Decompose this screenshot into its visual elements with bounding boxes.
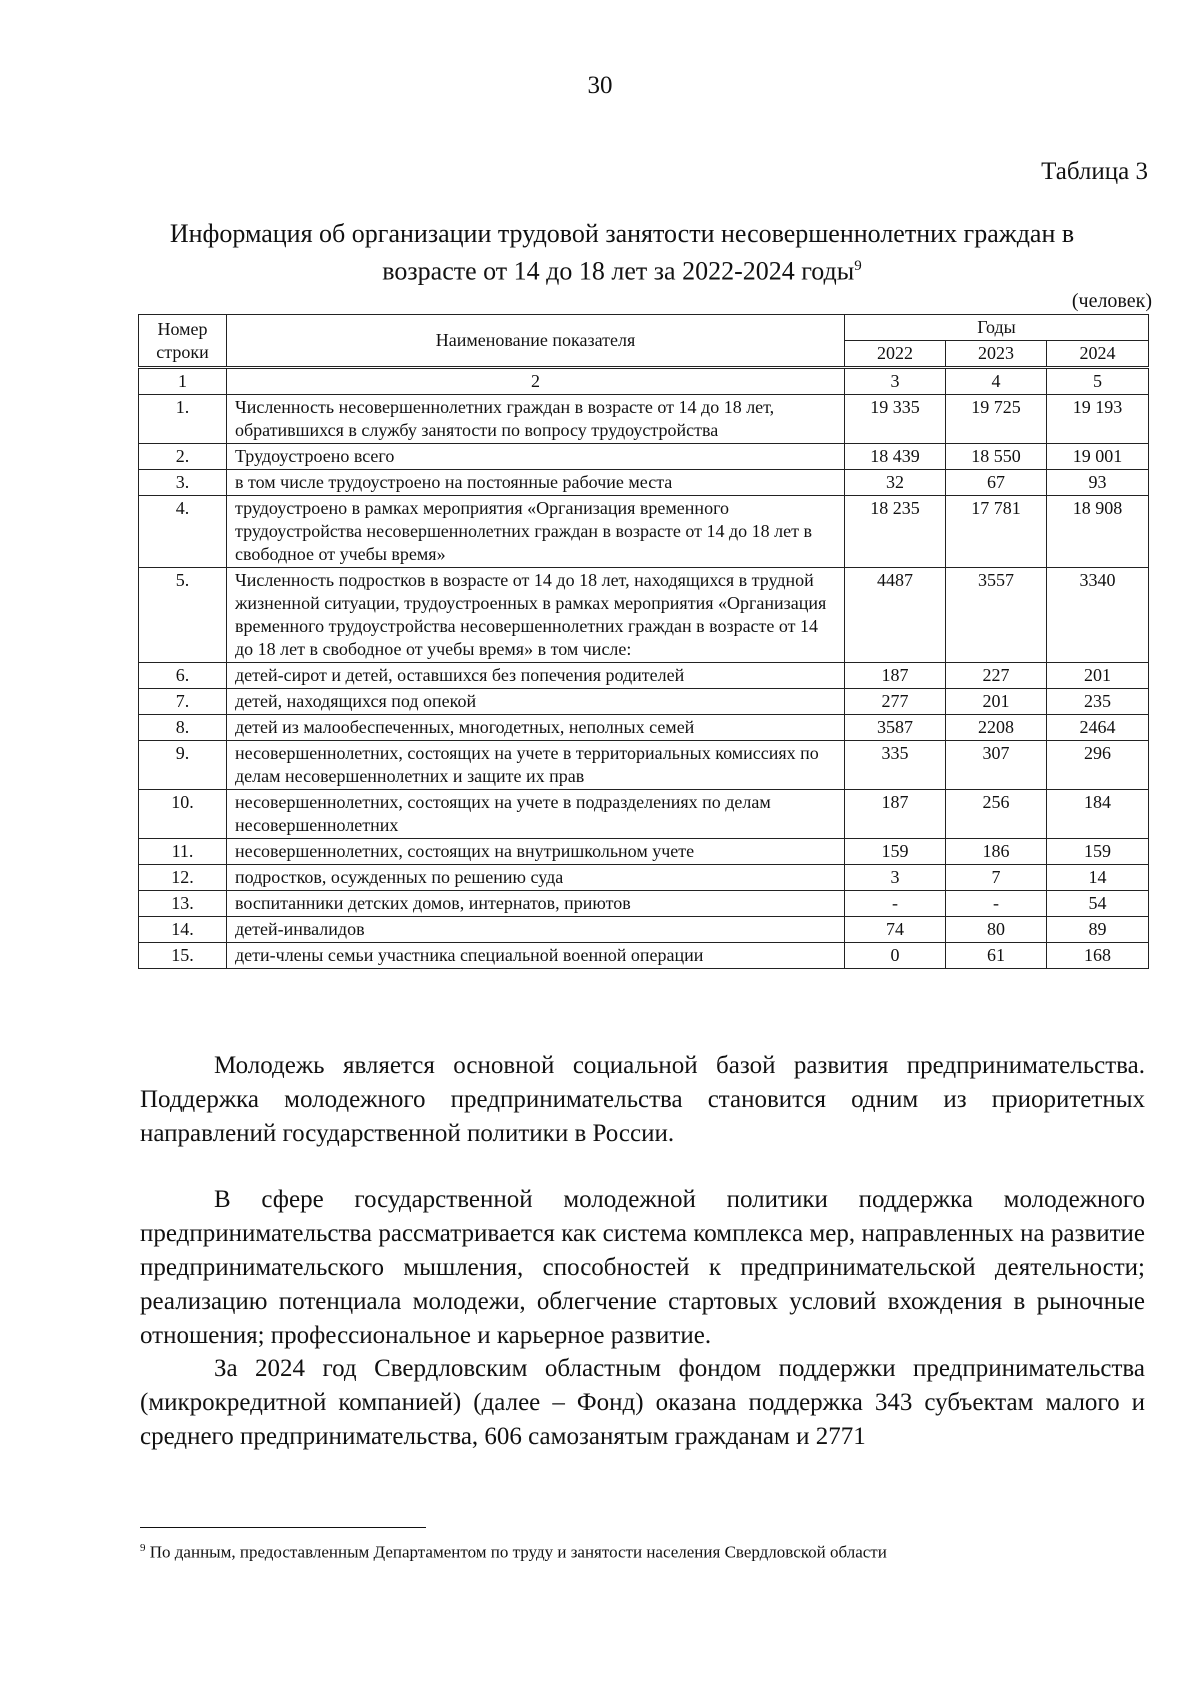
value-2022-cell: 4487 (845, 568, 946, 663)
value-2022-cell: 18 235 (845, 496, 946, 568)
row-number-cell: 3. (139, 470, 227, 496)
table-row (139, 839, 1149, 865)
value-2024-cell: 296 (1047, 741, 1149, 790)
footnote (140, 1542, 887, 1563)
header-row-number: Номер строки (139, 315, 227, 368)
paragraph-text: В сфере государственной молодежной политики поддержка молодежного предпринимательства рассматривается как система комплекса мер, направленных на развитие предпринимательского мышления, способностей к предпринимательской деятельности; реализацию потенциала молодежи, облегчение стартовых условий вхождения в рыночные отношения; профессиональное и карьерное развитие. (140, 1186, 1145, 1349)
body-paragraph-2 (140, 1183, 1145, 1353)
row-number-cell: 14. (139, 917, 227, 943)
footnote-divider (140, 1527, 426, 1528)
value-2023-cell: 80 (946, 917, 1047, 943)
column-number: 1 (139, 368, 227, 395)
indicator-cell: несовершеннолетних, состоящих на внутришкольном учете (227, 839, 845, 865)
table-row (139, 891, 1149, 917)
body-paragraph-3 (140, 1352, 1145, 1454)
table-row (139, 741, 1149, 790)
table-row (139, 865, 1149, 891)
header-indicator: Наименование показателя (227, 315, 845, 368)
value-2023-cell: 19 725 (946, 395, 1047, 444)
row-number-cell: 5. (139, 568, 227, 663)
value-2024-cell: 14 (1047, 865, 1149, 891)
value-2024-cell: 3340 (1047, 568, 1149, 663)
row-number-cell: 8. (139, 715, 227, 741)
indicator-cell: воспитанники детских домов, интернатов, приютов (227, 891, 845, 917)
value-2024-cell: 54 (1047, 891, 1149, 917)
indicator-cell: несовершеннолетних, состоящих на учете в территориальных комиссиях по делам несовершеннолетних и защите их прав (227, 741, 845, 790)
column-number-row (139, 368, 1149, 395)
table-row (139, 790, 1149, 839)
page-number: 30 (587, 72, 613, 99)
value-2024-cell: 184 (1047, 790, 1149, 839)
row-number-cell: 11. (139, 839, 227, 865)
value-2023-cell: 186 (946, 839, 1047, 865)
unit-label: (человек) (1071, 290, 1152, 312)
row-number-cell: 6. (139, 663, 227, 689)
row-number-cell: 12. (139, 865, 227, 891)
value-2024-cell: 168 (1047, 943, 1149, 969)
indicator-cell: несовершеннолетних, состоящих на учете в подразделениях по делам несовершеннолетних (227, 790, 845, 839)
header-2024: 2024 (1047, 341, 1149, 368)
value-2022-cell: 187 (845, 790, 946, 839)
table-row (139, 715, 1149, 741)
value-2024-cell: 201 (1047, 663, 1149, 689)
row-number-cell: 13. (139, 891, 227, 917)
value-2024-cell: 89 (1047, 917, 1149, 943)
value-2024-cell: 159 (1047, 839, 1149, 865)
header-2023: 2023 (946, 341, 1047, 368)
table-title-text: Информация об организации трудовой занятости несовершеннолетних граждан в возрасте от 14 до 18 лет за 2022-2024 годы (169, 219, 1075, 286)
column-number: 3 (845, 368, 946, 395)
value-2024-cell: 2464 (1047, 715, 1149, 741)
value-2022-cell: 0 (845, 943, 946, 969)
indicator-cell: детей из малообеспеченных, многодетных, неполных семей (227, 715, 845, 741)
value-2022-cell: 18 439 (845, 444, 946, 470)
value-2024-cell: 19 193 (1047, 395, 1149, 444)
column-number: 2 (227, 368, 845, 395)
table-row (139, 496, 1149, 568)
value-2023-cell: 227 (946, 663, 1047, 689)
row-number-cell: 7. (139, 689, 227, 715)
paragraph-text: За 2024 год Свердловским областным фондом поддержки предпринимательства (микрокредитной компанией) (далее – Фонд) оказана поддержка 343 субъектам малого и среднего предпринимательства, 606 самозанятым гражданам и 2771 (140, 1355, 1145, 1450)
table-row (139, 663, 1149, 689)
value-2023-cell: 17 781 (946, 496, 1047, 568)
value-2022-cell: - (845, 891, 946, 917)
value-2023-cell: 18 550 (946, 444, 1047, 470)
value-2024-cell: 235 (1047, 689, 1149, 715)
indicator-cell: дети-члены семьи участника специальной военной операции (227, 943, 845, 969)
indicator-cell: детей, находящихся под опекой (227, 689, 845, 715)
table-row (139, 689, 1149, 715)
indicator-cell: Трудоустроено всего (227, 444, 845, 470)
indicator-cell: подростков, осужденных по решению суда (227, 865, 845, 891)
column-number: 4 (946, 368, 1047, 395)
value-2023-cell: - (946, 891, 1047, 917)
row-number-cell: 15. (139, 943, 227, 969)
row-number-cell: 2. (139, 444, 227, 470)
body-paragraph-1 (140, 1049, 1145, 1151)
value-2022-cell: 335 (845, 741, 946, 790)
indicator-cell: детей-инвалидов (227, 917, 845, 943)
footnote-text: По данным, предоставленным Департаментом по труду и занятости населения Свердловской области (149, 1542, 887, 1562)
value-2024-cell: 19 001 (1047, 444, 1149, 470)
header-2022: 2022 (845, 341, 946, 368)
value-2023-cell: 61 (946, 943, 1047, 969)
value-2022-cell: 19 335 (845, 395, 946, 444)
column-number: 5 (1047, 368, 1149, 395)
value-2022-cell: 3587 (845, 715, 946, 741)
value-2023-cell: 256 (946, 790, 1047, 839)
table-row (139, 943, 1149, 969)
table-title (120, 218, 1124, 288)
value-2023-cell: 307 (946, 741, 1047, 790)
table-row (139, 444, 1149, 470)
table-body (139, 395, 1149, 969)
paragraph-text: Молодежь является основной социальной базой развития предпринимательства. Поддержка молодежного предпринимательства становится одним из приоритетных направлений государственной политики в России. (140, 1052, 1145, 1147)
table-row (139, 470, 1149, 496)
footnote-reference: 9 (854, 258, 862, 274)
table-row (139, 917, 1149, 943)
value-2024-cell: 93 (1047, 470, 1149, 496)
value-2022-cell: 159 (845, 839, 946, 865)
indicator-cell: трудоустроено в рамках мероприятия «Организация временного трудоустройства несовершеннолетних граждан в возрасте от 14 до 18 лет в свободное от учебы время» (227, 496, 845, 568)
value-2022-cell: 32 (845, 470, 946, 496)
value-2023-cell: 67 (946, 470, 1047, 496)
value-2023-cell: 7 (946, 865, 1047, 891)
value-2023-cell: 201 (946, 689, 1047, 715)
value-2022-cell: 74 (845, 917, 946, 943)
value-2024-cell: 18 908 (1047, 496, 1149, 568)
employment-table (138, 314, 1149, 969)
indicator-cell: в том числе трудоустроено на постоянные рабочие места (227, 470, 845, 496)
value-2023-cell: 3557 (946, 568, 1047, 663)
indicator-cell: детей-сирот и детей, оставшихся без попечения родителей (227, 663, 845, 689)
header-row (139, 315, 1149, 341)
row-number-cell: 9. (139, 741, 227, 790)
table-row (139, 395, 1149, 444)
row-number-cell: 4. (139, 496, 227, 568)
indicator-cell: Численность подростков в возрасте от 14 до 18 лет, находящихся в трудной жизненной ситуации, трудоустроенных в рамках мероприятия «Организация временного трудоустройства несовершеннолетних граждан в возрасте от 14 до 18 лет в свободное от учебы время» в том числе: (227, 568, 845, 663)
header-years: Годы (845, 315, 1149, 341)
value-2023-cell: 2208 (946, 715, 1047, 741)
footnote-mark: 9 (140, 1542, 146, 1554)
row-number-cell: 1. (139, 395, 227, 444)
value-2022-cell: 187 (845, 663, 946, 689)
row-number-cell: 10. (139, 790, 227, 839)
indicator-cell: Численность несовершеннолетних граждан в возрасте от 14 до 18 лет, обратившихся в службу занятости по вопросу трудоустройства (227, 395, 845, 444)
table-row (139, 568, 1149, 663)
value-2022-cell: 277 (845, 689, 946, 715)
table-label: Таблица 3 (1041, 158, 1148, 185)
value-2022-cell: 3 (845, 865, 946, 891)
